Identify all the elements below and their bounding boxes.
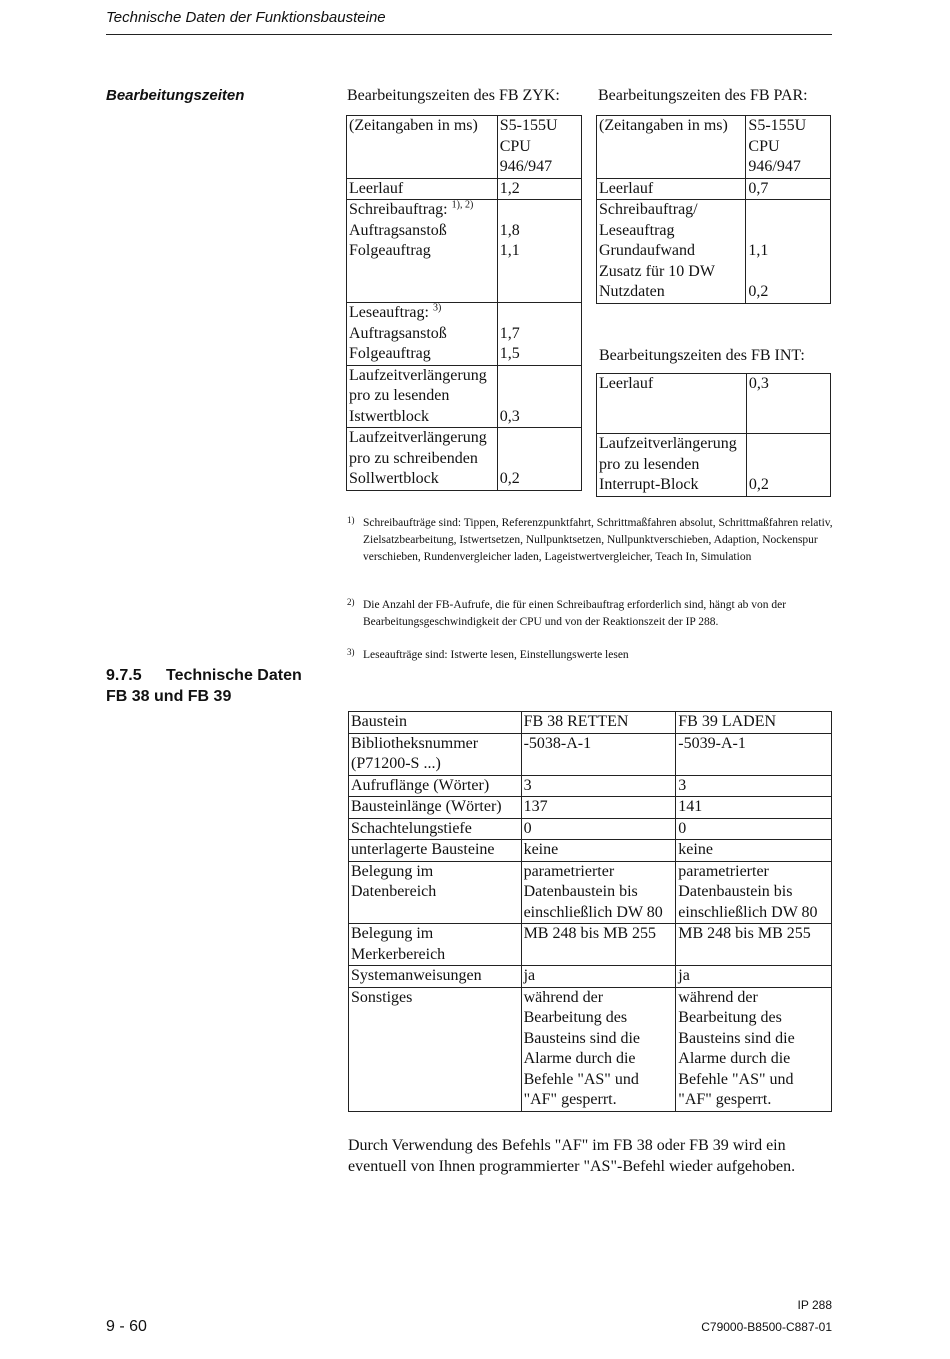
table-cell: [676, 861, 832, 924]
fb-header-cell: FB 38 RETTEN: [521, 712, 676, 734]
par-head-right: [746, 116, 831, 179]
par-head-line: S5-155U: [748, 117, 807, 134]
cell-line: Schachtelungstiefe: [351, 819, 472, 837]
zyk-lese-item: Folgeauftrag: [349, 345, 431, 362]
zyk-table: [346, 115, 582, 491]
int-leerlauf-value: 0,3: [746, 374, 830, 434]
int-leerlauf-row: [597, 374, 831, 434]
zyk-lese-value: 1,7: [499, 324, 520, 342]
zyk-lz2-line: Laufzeitverlängerung: [349, 429, 487, 446]
zyk-lz1-value: 0,3: [497, 365, 581, 428]
footnote-ref: 3): [432, 302, 442, 314]
zyk-lz2-line: pro zu schreibenden: [349, 449, 478, 467]
int-lz-line: Laufzeitverlängerung: [599, 435, 737, 452]
par-head-line: 946/947: [748, 158, 801, 175]
zyk-head-row: [347, 116, 582, 179]
zyk-lese-cell: [347, 303, 498, 366]
footnote-3: [347, 647, 837, 664]
cell-line: ja: [523, 967, 536, 984]
par-nutz-value: 0,2: [748, 283, 769, 300]
cell-line: parametrierter: [678, 862, 769, 880]
zyk-lz1-cell: [347, 365, 498, 428]
int-lz-cell: [597, 434, 747, 497]
cell-line: Alarme durch die: [523, 1050, 636, 1067]
zyk-lz1-line: Istwertblock: [349, 407, 429, 425]
table-cell: [521, 966, 676, 988]
footnote-ref: 1), 2): [451, 199, 474, 211]
page-header-title: Technische Daten der Funktionsbausteine: [106, 9, 386, 26]
cell-line: keine: [678, 841, 713, 858]
cell-line: Merkerbereich: [351, 945, 446, 963]
footnote-mark: 3): [347, 647, 355, 657]
table-cell: [676, 924, 832, 966]
zyk-lz1-row: [347, 365, 582, 428]
zyk-schreib-item: Auftragsanstoß: [349, 221, 447, 239]
cell-line: 141: [678, 798, 703, 815]
fb-header-cell: FB 39 LADEN: [676, 712, 832, 734]
zyk-schreib-label: Schreibauftrag:: [349, 201, 448, 218]
footnote-2: [347, 597, 837, 631]
int-lz-value: 0,2: [746, 434, 830, 497]
cell-line: Datenbaustein bis: [523, 883, 638, 900]
cell-line: -5039-A-1: [678, 734, 746, 752]
cell-line: Bausteinlänge (Wörter): [351, 798, 502, 815]
table-cell: [349, 987, 522, 1111]
par-sl-line: Leseauftrag: [599, 221, 675, 239]
zyk-lese-row: [347, 303, 582, 366]
footnote-mark: 2): [347, 597, 355, 607]
par-sl-line: Schreibauftrag/: [599, 201, 698, 218]
table-cell: [521, 840, 676, 862]
table-cell: [349, 818, 522, 840]
zyk-lese-values: [497, 303, 581, 366]
page-number: 9 - 60: [106, 1318, 147, 1335]
table-cell: [521, 861, 676, 924]
table-cell: [676, 987, 832, 1111]
cell-line: Befehle "AS" und: [678, 1070, 794, 1088]
zyk-schreib-value: 1,1: [499, 242, 520, 259]
zyk-lese-label: Leseauftrag:: [349, 304, 429, 321]
par-sl-values: [746, 200, 831, 304]
cell-line: Bearbeitung des: [523, 1009, 628, 1026]
cell-line: während der: [523, 988, 604, 1006]
table-cell: [349, 797, 522, 819]
zyk-caption: Bearbeitungszeiten des FB ZYK:: [347, 87, 560, 104]
fb-table-body: [349, 733, 832, 1111]
table-row: [349, 818, 832, 840]
table-cell: [349, 775, 522, 797]
cell-line: parametrierter: [523, 862, 615, 880]
cell-line: einschließlich DW 80: [523, 903, 663, 921]
table-cell: [676, 966, 832, 988]
cell-line: Befehle "AS" und: [523, 1070, 639, 1088]
cell-line: Sonstiges: [351, 988, 413, 1006]
zyk-head-line: CPU: [499, 137, 531, 155]
int-lz-line: Interrupt-Block: [599, 476, 699, 493]
int-leerlauf-label: Leerlauf: [597, 374, 747, 434]
par-grund-value: 1,1: [748, 242, 769, 259]
cell-line: 3: [523, 776, 532, 794]
table-cell: [349, 733, 522, 775]
section-number: 9.7.5: [106, 667, 142, 684]
zyk-lese-item: Auftragsanstoß: [349, 324, 447, 342]
cell-line: Bausteins sind die: [678, 1029, 795, 1047]
cell-line: Bausteins sind die: [523, 1029, 640, 1047]
product-name: IP 288: [797, 1298, 832, 1312]
header-rule: [106, 34, 832, 35]
zyk-leerlauf-row: [347, 178, 582, 200]
fb-header-cell: Baustein: [349, 712, 522, 734]
par-caption: Bearbeitungszeiten des FB PAR:: [598, 87, 808, 104]
cell-line: Belegung im: [351, 925, 434, 942]
zyk-lz2-row: [347, 428, 582, 491]
zyk-lz1-line: Laufzeitverlängerung: [349, 366, 487, 384]
table-row: [349, 861, 832, 924]
zyk-lz2-value: 0,2: [497, 428, 581, 491]
int-table: [596, 373, 831, 497]
cell-line: Aufruflänge (Wörter): [351, 776, 490, 794]
table-cell: [349, 861, 522, 924]
zyk-leerlauf-value: 1,2: [497, 178, 581, 200]
par-sl-line: Nutzdaten: [599, 283, 665, 300]
table-cell: [521, 924, 676, 966]
par-sl-line: Grundaufwand: [599, 242, 695, 259]
cell-line: -5038-A-1: [523, 734, 592, 752]
cell-line: unterlagerte Bausteine: [351, 841, 495, 858]
section-heading: [106, 665, 302, 707]
table-cell: [676, 840, 832, 862]
int-caption: Bearbeitungszeiten des FB INT:: [599, 347, 805, 364]
fb-table-header-row: [349, 712, 832, 734]
zyk-head-right: [497, 116, 581, 179]
cell-line: "AF" gesperrt.: [523, 1091, 617, 1108]
table-cell: [676, 775, 832, 797]
zyk-schreib-cell: [347, 200, 498, 303]
table-cell: [349, 924, 522, 966]
cell-line: einschließlich DW 80: [678, 903, 818, 921]
cell-line: Alarme durch die: [678, 1050, 791, 1067]
cell-line: "AF" gesperrt.: [678, 1091, 772, 1108]
par-table: [596, 115, 831, 304]
table-cell: [676, 818, 832, 840]
cell-line: Belegung im: [351, 862, 434, 880]
table-cell: [676, 733, 832, 775]
zyk-lese-value: 1,5: [499, 345, 520, 362]
footnote-text: Leseaufträge sind: Istwerte lesen, Einstellungswerte lesen: [363, 649, 629, 661]
cell-line: Systemanweisungen: [351, 967, 482, 984]
cell-line: (P71200-S ...): [351, 755, 441, 772]
fb-table: [348, 711, 832, 1112]
table-cell: [521, 775, 676, 797]
par-sl-cell: [597, 200, 746, 304]
zyk-schreib-item: Folgeauftrag: [349, 242, 431, 259]
footnote-text: Schreibaufträge sind: Tippen, Referenzpunktfahrt, Schrittmaßfahren absolut, Schrittmaßfahren relativ, Zielsatzbearbeitung, Istwertsetzen, Nullpunktsetzen, Nullpunktverschieben, Adaption, Nockenspur verschieben, Rundenvergleicher laden, Lageistwertvergleicher, Teach In, Simulation: [363, 517, 833, 563]
cell-line: MB 248 bis MB 255: [678, 925, 811, 942]
footnote-text: Die Anzahl der FB-Aufrufe, die für einen Schreibauftrag erforderlich sind, hängt ab von der Bearbeitungsgeschwindigkeit der CPU und von der Reaktionszeit der IP 288.: [363, 599, 787, 628]
cell-line: Bibliotheksnummer: [351, 734, 479, 752]
zyk-schreib-value: 1,8: [499, 221, 520, 239]
zyk-head-line: S5-155U: [499, 117, 558, 134]
bottom-paragraph: Durch Verwendung des Befehls "AF" im FB 38 oder FB 39 wird ein eventuell von Ihnen programmierter "AS"-Befehl wieder aufgehoben.: [348, 1137, 796, 1175]
zyk-leerlauf-label: Leerlauf: [347, 178, 498, 200]
par-head-row: [597, 116, 831, 179]
table-row: [349, 966, 832, 988]
cell-line: 3: [678, 776, 687, 794]
table-row: [349, 733, 832, 775]
cell-line: während der: [678, 988, 758, 1006]
zyk-lz1-line: pro zu lesenden: [349, 387, 450, 404]
zyk-head-line: 946/947: [499, 158, 553, 175]
table-cell: [521, 818, 676, 840]
par-leerlauf-row: [597, 178, 831, 200]
int-lz-row: [597, 434, 831, 497]
table-row: [349, 987, 832, 1111]
cell-line: 0: [523, 819, 532, 837]
zyk-schreib-row: [347, 200, 582, 303]
int-lz-line: pro zu lesenden: [599, 455, 700, 473]
par-leerlauf-label: Leerlauf: [597, 178, 746, 200]
par-head-left: (Zeitangaben in ms): [597, 116, 746, 179]
table-row: [349, 924, 832, 966]
table-cell: [521, 733, 676, 775]
cell-line: 137: [523, 798, 548, 815]
table-row: [349, 775, 832, 797]
cell-line: Datenbaustein bis: [678, 883, 793, 900]
par-sl-line: Zusatz für 10 DW: [599, 262, 715, 280]
table-row: [349, 797, 832, 819]
side-heading: Bearbeitungszeiten: [106, 87, 245, 104]
par-sl-row: [597, 200, 831, 304]
par-head-line: CPU: [748, 137, 780, 155]
zyk-lz2-cell: [347, 428, 498, 491]
footnote-1: [347, 515, 837, 566]
cell-line: ja: [678, 967, 690, 984]
zyk-schreib-values: [497, 200, 581, 303]
table-cell: [521, 797, 676, 819]
section-title-line: FB 38 und FB 39: [106, 688, 232, 705]
footnote-mark: 1): [347, 515, 355, 525]
table-cell: [349, 966, 522, 988]
table-cell: [521, 987, 676, 1111]
cell-line: MB 248 bis MB 255: [523, 925, 657, 942]
cell-line: 0: [678, 819, 687, 837]
table-cell: [676, 797, 832, 819]
section-title-line: Technische Daten: [166, 667, 302, 684]
table-cell: [349, 840, 522, 862]
cell-line: Datenbereich: [351, 883, 437, 900]
table-row: [349, 840, 832, 862]
par-leerlauf-value: 0,7: [746, 178, 831, 200]
document-number: C79000-B8500-C887-01: [701, 1320, 832, 1334]
cell-line: Bearbeitung des: [678, 1009, 782, 1026]
zyk-head-left: (Zeitangaben in ms): [347, 116, 498, 179]
zyk-lz2-line: Sollwertblock: [349, 470, 439, 487]
cell-line: keine: [523, 841, 559, 858]
